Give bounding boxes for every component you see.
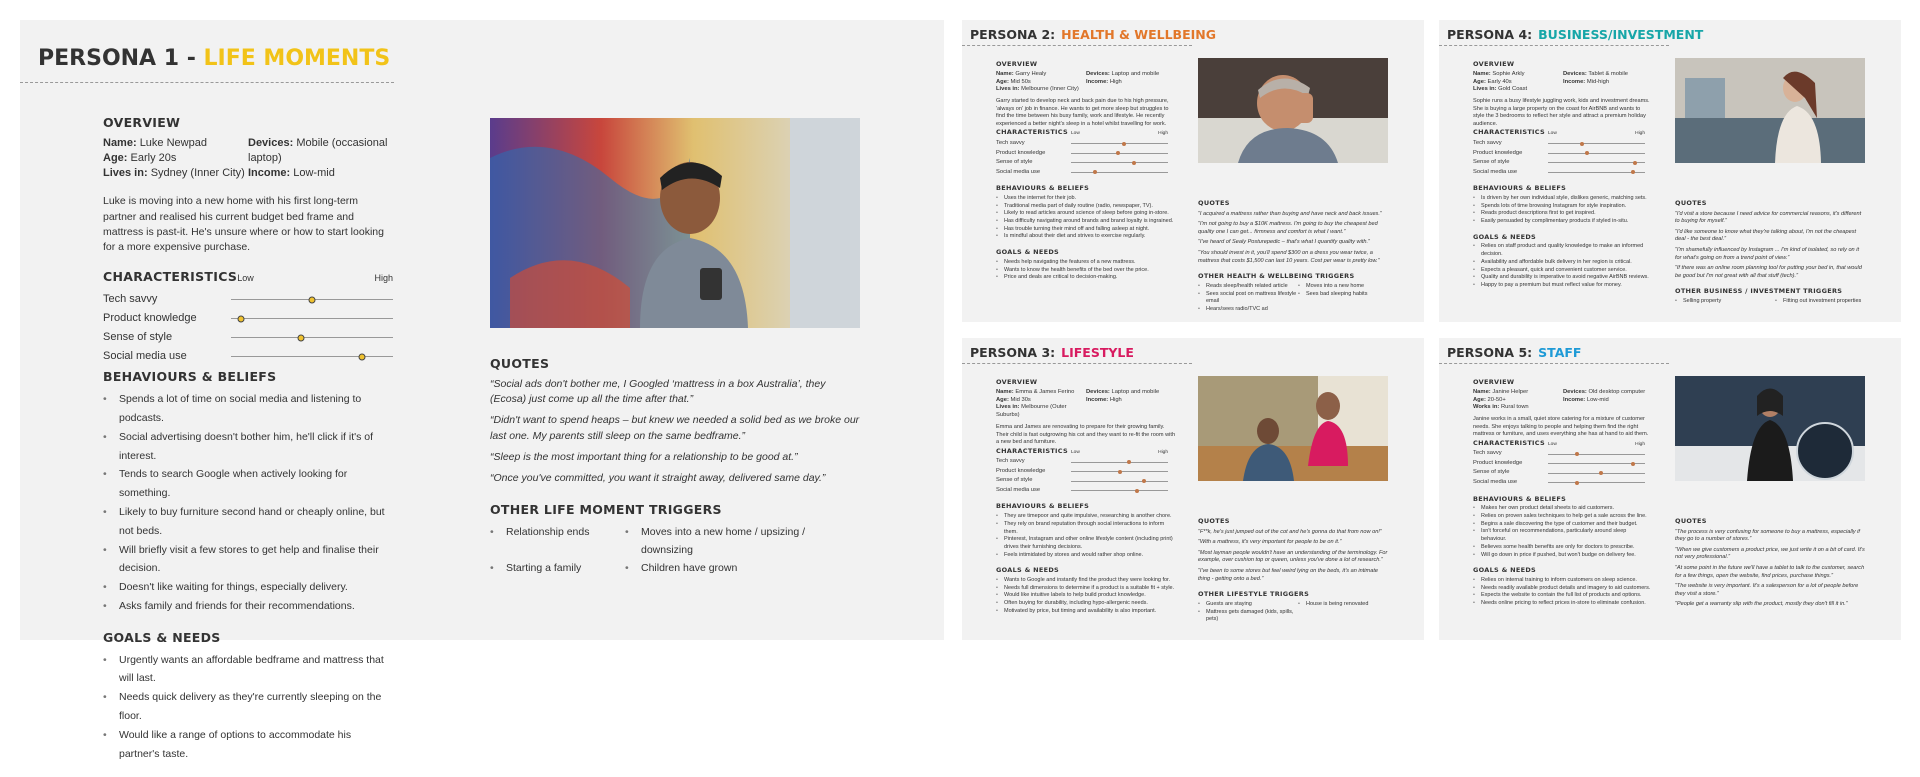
list-item: • Is mindful about their diet and strives to exercise regularly.	[996, 233, 1176, 241]
list-item: • Tends to search Google when actively looking for something.	[103, 465, 393, 503]
behaviours-list	[1473, 505, 1653, 559]
name-value: Sophie Arkly	[1492, 70, 1525, 77]
characteristic-marker	[1132, 161, 1136, 165]
list-item: • Needs help navigating the features of a new mattress.	[996, 259, 1176, 267]
p5-photo	[1675, 376, 1865, 481]
quote: “I'd visit a store because I need advice for commercial reasons, it's different to buying for myself.”	[1675, 210, 1862, 225]
income-value: High	[1109, 396, 1122, 403]
list-item: • Often buying for durability, including hypo-allergenic needs.	[996, 600, 1176, 608]
devices-value: Old desktop computer	[1588, 388, 1646, 395]
trigger-item: • Relationship ends	[490, 523, 625, 559]
quotes-heading: QUOTES	[1675, 199, 1707, 207]
low-label: Low	[1548, 131, 1557, 137]
characteristic-slider	[231, 356, 393, 357]
list-item: • Pinterest, Instagram and other online lifestyle content (including print) drives their furnishing decisions.	[996, 536, 1176, 551]
characteristic-slider	[1548, 172, 1645, 173]
name-value: Luke Newpad	[139, 136, 207, 149]
characteristic-slider	[1548, 143, 1645, 144]
goals-list	[996, 259, 1176, 282]
age-value: 20-50+	[1487, 396, 1506, 403]
characteristic-label: Sense of style	[996, 477, 1033, 484]
characteristic-label: Social media use	[996, 486, 1041, 493]
characteristic-row	[1473, 478, 1653, 488]
list-item: • Begins a sale discovering the type of customer and their budget.	[1473, 521, 1653, 529]
list-item: • Expects the website to contain the full list of products and options.	[1473, 592, 1653, 600]
quote: “I'm not going to buy a $10K mattress. I'm going to buy the cheapest bed quality one I can get... firmness and comfort is what I want.”	[1198, 221, 1378, 235]
characteristic-label: Product knowledge	[996, 149, 1046, 156]
overview-details: Name: Emma & James Ferino Age: Mid 30s Lives in: Melbourne (Outer Suburbs) Devices: Laptop and mobile Income: High	[996, 388, 1160, 419]
quote: “When we give customers a product price, we just write it on a bit of card. It's not very professional.”	[1675, 546, 1865, 561]
characteristic-row	[996, 467, 1176, 477]
triggers-heading: OTHER LIFESTYLE TRIGGERS	[1198, 590, 1310, 599]
characteristic-slider	[231, 337, 393, 338]
low-label: Low	[1071, 131, 1080, 137]
behaviours-list	[1473, 195, 1653, 226]
overview-heading: OVERVIEW	[996, 60, 1038, 68]
characteristic-label: Product knowledge	[996, 467, 1046, 474]
characteristic-label: Sense of style	[103, 331, 173, 344]
age-value: Mid 50s	[1010, 78, 1031, 85]
p2-accent-title: HEALTH & WELLBEING	[1061, 27, 1216, 42]
high-label: High	[374, 273, 393, 284]
persona-1-card	[20, 20, 944, 760]
quotes-heading: QUOTES	[1198, 517, 1230, 525]
persona-2-card	[962, 20, 1424, 322]
characteristics-section	[1473, 128, 1653, 177]
characteristic-slider	[1071, 143, 1168, 144]
characteristic-row	[103, 290, 393, 309]
overview-details: Name: Luke Newpad Age: Early 20s Lives in: Sydney (Inner City) Devices: Mobile (occasional laptop) Income: Low-mid	[103, 136, 388, 179]
title-divider	[1439, 45, 1669, 46]
low-label: Low	[1071, 449, 1080, 455]
p5-right-column	[1675, 517, 1865, 616]
characteristic-marker	[1118, 470, 1122, 474]
characteristic-slider	[1071, 490, 1168, 491]
quotes-heading: QUOTES	[1198, 199, 1230, 207]
trigger-item: • Moves into a new home	[1298, 283, 1388, 291]
quote: “Once you've committed, you want it straight away, delivered same day.”	[490, 472, 826, 485]
lives-value: Melbourne (Outer Suburbs)	[996, 404, 1067, 419]
list-item: • Would like a range of options to accommodate his partner's taste.	[103, 726, 393, 764]
devices-value: Laptop and mobile	[1111, 70, 1160, 77]
characteristic-slider	[231, 318, 393, 319]
characteristics-heading: CHARACTERISTICS	[996, 446, 1068, 455]
characteristic-label: Social media use	[996, 168, 1041, 175]
characteristic-row	[996, 139, 1176, 149]
quote: “If there was an online room planning tool for putting your bed in, that would be good but I'm not great with all that stuff (tech).”	[1675, 265, 1862, 279]
characteristic-slider	[1548, 473, 1645, 474]
characteristic-slider	[1071, 462, 1168, 463]
behaviours-list	[103, 390, 393, 616]
triggers-list	[1675, 298, 1865, 306]
list-item: • Wants to know the health benefits of the bed over the price.	[996, 267, 1176, 275]
p2-title: PERSONA 2: HEALTH & WELLBEING	[970, 27, 1216, 42]
overview-heading: OVERVIEW	[103, 115, 181, 130]
characteristics-heading: CHARACTERISTICS	[1473, 438, 1545, 447]
persona-1-title: PERSONA 1 - LIFE MOMENTS	[38, 46, 391, 71]
characteristic-marker	[1631, 462, 1635, 466]
p3-right-column	[1198, 517, 1388, 624]
characteristic-label: Tech savvy	[1473, 140, 1502, 146]
list-item: • Easily persuaded by complimentary products if styled in-situ.	[1473, 218, 1653, 226]
characteristic-slider	[1548, 454, 1645, 455]
goals-heading: GOALS & NEEDS	[103, 629, 221, 645]
p5-left-column	[1473, 378, 1653, 608]
characteristics-heading: CHARACTERISTICS	[996, 128, 1068, 137]
list-item: • Is driven by her own individual style, dislikes generic, matching sets.	[1473, 195, 1653, 203]
p3-left-column	[996, 378, 1176, 616]
goals-list	[1473, 243, 1653, 289]
characteristic-row	[103, 309, 393, 328]
trigger-item: • Selling property	[1675, 298, 1775, 306]
persona-1-accent-title: LIFE MOMENTS	[203, 46, 391, 71]
quote: “You should invest in it, you'll spend $300 on a dress you wear twice, a mattress that costs $1,500 can last 10 years. Cost per wear is pretty low.”	[1198, 249, 1380, 264]
trigger-item: • Children have grown	[625, 559, 845, 577]
characteristic-row	[996, 486, 1176, 496]
p4-left-column	[1473, 60, 1653, 290]
list-item: • Spends a lot of time on social media and listening to podcasts.	[103, 390, 393, 428]
quote: “I acquired a mattress rather than buying and have neck and back issues.”	[1198, 210, 1382, 217]
income-value: Low-mid	[293, 166, 335, 179]
characteristic-label: Product knowledge	[1473, 149, 1523, 156]
behaviours-heading: BEHAVIOURS & BELIEFS	[996, 502, 1090, 511]
list-item: • Motivated by price, but timing and availability is also important.	[996, 608, 1176, 616]
characteristic-row	[1473, 168, 1653, 178]
overview-heading: OVERVIEW	[996, 378, 1038, 386]
income-value: Low-mid	[1586, 396, 1609, 403]
persona-description: Emma and James are renovating to prepare for their growing family. Their child is fast outgrowing his cot and they want to re-fit the room with a new bed and furniture.	[996, 424, 1176, 446]
characteristic-slider	[1071, 471, 1168, 472]
p3-photo	[1198, 376, 1388, 481]
characteristic-marker	[1580, 142, 1584, 146]
characteristic-marker	[237, 315, 244, 322]
characteristic-row	[996, 476, 1176, 486]
list-item: • Relies on staff product and quality knowledge to make an informed decision.	[1473, 243, 1653, 258]
age-value: Early 40s	[1487, 78, 1512, 85]
triggers-list	[1198, 601, 1388, 624]
overview-details: Name: Janine Helper Age: 20-50+ Works in: Rural town Devices: Old desktop computer Income: Low-mid	[1473, 388, 1646, 411]
list-item: • Relies on internal training to inform customers on sleep science.	[1473, 577, 1653, 585]
characteristic-row	[996, 158, 1176, 168]
list-item: • Will briefly visit a few stores to get help and finalise their decision.	[103, 541, 393, 579]
list-item: • Makes her own product detail sheets to aid customers.	[1473, 505, 1653, 513]
characteristic-row	[103, 328, 393, 347]
list-item: • Reads product descriptions first to get inspired.	[1473, 210, 1653, 218]
high-label: High	[1158, 131, 1168, 137]
trigger-item: • Hears/sees radio/TVC ad	[1198, 306, 1298, 314]
persona-description: Garry started to develop neck and back pain due to his high pressure, 'always on' job in finance. He wants to get more sleep but struggles to find the time between his busy family, work and lifestyle. He recently experienced a better night's sleep in a hotel whilst travelling for work.	[996, 98, 1169, 127]
characteristic-marker	[1122, 142, 1126, 146]
list-item: • Needs readily available product details and imagery to aid customers.	[1473, 585, 1653, 593]
characteristic-label: Sense of style	[996, 159, 1033, 165]
characteristic-slider	[1548, 482, 1645, 483]
trigger-item: • Sees social post on mattress lifestyle email	[1198, 291, 1298, 306]
characteristic-marker	[359, 353, 366, 360]
characteristic-row	[1473, 469, 1653, 479]
lives-value: Melbourne (Inner City)	[1021, 86, 1079, 93]
age-value: Early 20s	[130, 151, 177, 164]
title-divider	[1439, 363, 1669, 364]
characteristic-marker	[308, 296, 315, 303]
list-item: • Doesn't like waiting for things, especially delivery.	[103, 578, 393, 597]
characteristics-section	[996, 128, 1176, 177]
lives-value: Rural town	[1500, 404, 1529, 411]
quote: “At some point in the future we'll have a tablet to talk to the customer, search for a few things, open the website, find prices, purchase things.”	[1675, 564, 1865, 579]
characteristic-marker	[1135, 489, 1139, 493]
income-value: Mid-high	[1586, 78, 1610, 85]
characteristic-label: Product knowledge	[103, 312, 197, 325]
list-item: • Urgently wants an affordable bedframe and mattress that will last.	[103, 651, 393, 689]
quote: “With a mattress, it's very important for people to be on it.”	[1198, 539, 1342, 546]
list-item: • They are timepoor and quite impulsive, researching is another chore.	[996, 513, 1176, 521]
characteristic-row	[103, 347, 393, 366]
persona-5-card	[1439, 338, 1901, 640]
characteristic-label: Product knowledge	[1473, 459, 1523, 466]
p4-photo	[1675, 58, 1865, 163]
quote: “People get a warranty slip with the product, mostly they don't fill it in.”	[1675, 601, 1848, 608]
triggers-heading: OTHER BUSINESS / INVESTMENT TRIGGERS	[1675, 287, 1843, 296]
goals-list	[103, 651, 393, 764]
characteristic-marker	[1116, 151, 1120, 155]
trigger-item: • House is being renovated	[1298, 601, 1388, 609]
title-divider	[20, 82, 394, 83]
list-item: • Needs online pricing to reflect prices in-store to eliminate confusion.	[1473, 600, 1653, 608]
overview-details: Name: Garry Healy Age: Mid 50s Lives in: Melbourne (Inner City) Devices: Laptop and mobile Income: High	[996, 70, 1160, 93]
list-item: • Wants to Google and instantly find the product they were looking for.	[996, 577, 1176, 585]
list-item: • Social advertising doesn't bother him, he'll click if it's of interest.	[103, 428, 393, 466]
characteristics-heading: CHARACTERISTICS	[103, 269, 238, 285]
characteristic-slider	[1071, 481, 1168, 482]
characteristic-marker	[1575, 452, 1579, 456]
quote: “I'd like someone to know what they're talking about, I'm not the cheapest deal - the best deal.”	[1675, 228, 1857, 243]
characteristic-label: Sense of style	[1473, 469, 1510, 476]
trigger-item: • Fitting out investment properties	[1775, 298, 1865, 306]
list-item: • Needs quick delivery as they're currently sleeping on the floor.	[103, 688, 393, 726]
list-item: • Traditional media part of daily routine (radio, newspaper, TV).	[996, 203, 1176, 211]
characteristic-label: Social media use	[103, 350, 187, 363]
list-item: • Asks family and friends for their recommendations.	[103, 597, 393, 616]
persona-description: Janine works in a small, quiet store catering for a mixture of customer needs. She enjoys talking to people and helping them find the right mattress or furniture, and uses everything she has at hand to aid them.	[1473, 416, 1649, 438]
devices-value: Tablet & mobile	[1588, 70, 1629, 77]
quote: “Most layman people wouldn't have an understanding of the terminology. For example, over cushion top or queen, unless you've done a lot of research.”	[1198, 549, 1388, 564]
list-item: • Believes some health benefits are only for doctors to prescribe.	[1473, 544, 1653, 552]
p4-right-column	[1675, 199, 1865, 306]
income-value: High	[1109, 78, 1122, 85]
persona-1-right-column	[490, 356, 860, 591]
trigger-item: • Mattress gets damaged (kids, spills, pets)	[1198, 609, 1298, 624]
characteristic-label: Tech savvy	[1473, 450, 1502, 457]
triggers-list	[490, 523, 860, 577]
persona-1-photo	[490, 118, 860, 328]
triggers-heading: OTHER LIFE MOMENT TRIGGERS	[490, 502, 722, 518]
characteristic-row	[1473, 459, 1653, 469]
characteristics-section	[103, 269, 393, 369]
list-item: • Isn't forceful on recommendations, particularly around sleep behaviour.	[1473, 528, 1653, 543]
list-item: • Likely to buy furniture second hand or cheaply online, but not beds.	[103, 503, 393, 541]
characteristic-row	[1473, 139, 1653, 149]
p5-accent-title: STAFF	[1538, 345, 1582, 360]
p3-title: PERSONA 3: LIFESTYLE	[970, 345, 1134, 360]
name-value: Janine Helper	[1492, 388, 1529, 395]
behaviours-list	[996, 195, 1176, 241]
title-divider	[962, 363, 1192, 364]
list-item: • Happy to pay a premium but must reflect value for money.	[1473, 282, 1653, 290]
trigger-item: • Moves into a new home / upsizing / downsizing	[625, 523, 845, 559]
characteristic-label: Tech savvy	[103, 293, 158, 306]
list-item: • Has difficulty navigating around brands and brand loyalty is ingrained.	[996, 218, 1176, 226]
devices-value: Laptop and mobile	[1111, 388, 1160, 395]
lives-value: Sydney (Inner City)	[150, 166, 245, 179]
high-label: High	[1158, 449, 1168, 455]
characteristic-slider	[1071, 153, 1168, 154]
characteristic-row	[1473, 149, 1653, 159]
low-label: Low	[237, 273, 254, 284]
quote: “The website is very important. It's a salesperson for a lot of people before they visit a store.”	[1675, 583, 1859, 597]
behaviours-heading: BEHAVIOURS & BELIEFS	[1473, 184, 1567, 193]
characteristic-row	[996, 149, 1176, 159]
quote: “The process is very confusing for someone to buy a mattress, especially if they go to a number of stores.”	[1675, 528, 1860, 543]
list-item: • Spends lots of time browsing Instagram for style inspiration.	[1473, 203, 1653, 211]
name-value: Garry Healy	[1015, 70, 1047, 77]
overview-heading: OVERVIEW	[1473, 60, 1515, 68]
p3-accent-title: LIFESTYLE	[1061, 345, 1134, 360]
characteristic-marker	[1575, 481, 1579, 485]
list-item: • Quality and durability is imperative to avoid negative AirBNB reviews.	[1473, 274, 1653, 282]
persona-1-left-column	[103, 115, 393, 777]
trigger-item: • Sees bad sleeping habits	[1298, 291, 1388, 306]
goals-heading: GOALS & NEEDS	[1473, 232, 1537, 241]
goals-list	[996, 577, 1176, 615]
characteristic-marker	[1599, 471, 1603, 475]
triggers-heading: OTHER HEALTH & WELLBEING TRIGGERS	[1198, 272, 1355, 281]
characteristics-heading: CHARACTERISTICS	[1473, 128, 1545, 137]
characteristic-marker	[1631, 170, 1635, 174]
quote: “Didn't want to spend heaps – but knew we needed a solid bed as we broke our last one. My parents still sleep on the same bedframe.”	[490, 414, 860, 442]
list-item: • Likely to read articles around science of sleep before going in-store.	[996, 210, 1176, 218]
characteristic-row	[996, 168, 1176, 178]
behaviours-list	[996, 513, 1176, 559]
devices-value: Mobile (occasional laptop)	[248, 136, 388, 164]
characteristic-marker	[1585, 151, 1589, 155]
characteristic-slider	[1548, 153, 1645, 154]
characteristic-marker	[297, 334, 304, 341]
list-item: • Needs full dimensions to determine if a product is a suitable fit + style.	[996, 585, 1176, 593]
quote: “Sleep is the most important thing for a relationship to be good at.”	[490, 450, 798, 463]
p5-title: PERSONA 5: STAFF	[1447, 345, 1582, 360]
behaviours-heading: BEHAVIOURS & BELIEFS	[996, 184, 1090, 193]
characteristic-label: Social media use	[1473, 478, 1518, 485]
list-item: • Uses the internet for their job.	[996, 195, 1176, 203]
characteristic-marker	[1142, 479, 1146, 483]
p4-title: PERSONA 4: BUSINESS/INVESTMENT	[1447, 27, 1704, 42]
triggers-list	[1198, 283, 1388, 314]
overview-heading: OVERVIEW	[1473, 378, 1515, 386]
characteristic-marker	[1093, 170, 1097, 174]
characteristic-label: Tech savvy	[996, 140, 1025, 146]
list-item: • Feels intimidated by stores and would rather shop online.	[996, 552, 1176, 560]
title-divider	[962, 45, 1192, 46]
quote: “Social ads don't bother me, I Googled ‘mattress in a box Australia’, they (Ecosa) just come up all the time after that.”	[490, 378, 826, 406]
high-label: High	[1635, 131, 1645, 137]
list-item: • Expects a pleasant, quick and convenient customer service.	[1473, 267, 1653, 275]
characteristic-marker	[1633, 161, 1637, 165]
list-item: • Will go down in price if pushed, but won't budge on delivery fee.	[1473, 552, 1653, 560]
characteristics-section	[1473, 439, 1653, 488]
name-value: Emma & James Ferino	[1015, 388, 1075, 395]
low-label: Low	[1548, 441, 1557, 447]
lives-value: Gold Coast	[1498, 86, 1528, 93]
quote: “I'm shamefully influenced by Instagram ... I'm kind of isolated, so rely on it for what's going on from a trend point of view.”	[1675, 246, 1860, 261]
overview-details: Name: Sophie Arkly Age: Early 40s Lives in: Gold Coast Devices: Tablet & mobile Income: Mid-high	[1473, 70, 1629, 93]
characteristic-slider	[231, 299, 393, 300]
persona-3-card	[962, 338, 1424, 640]
persona-4-card	[1439, 20, 1901, 322]
list-item: • Would like intuitive labels to help build product knowledge.	[996, 592, 1176, 600]
quote: “I've been to some stores but feel weird lying on the beds, it's an intimate thing - getting onto a bed.”	[1198, 567, 1378, 582]
persona-description: Sophie runs a busy lifestyle juggling work, kids and investment dreams. She is buying a large property on the coast for AirBNB and wants to style the 3 bedrooms to reflect her style and attract a premium holiday audience.	[1473, 98, 1650, 127]
trigger-item: • Guests are staying	[1198, 601, 1298, 609]
characteristic-marker	[1127, 460, 1131, 464]
quote: “I've heard of Sealy Posturepedic – that's what I quantify quality with.”	[1198, 239, 1370, 246]
p2-left-column	[996, 60, 1176, 282]
trigger-item: • Reads sleep/health related article	[1198, 283, 1298, 291]
characteristic-slider	[1071, 172, 1168, 173]
characteristic-slider	[1548, 463, 1645, 464]
list-item: • Price and deals are critical to decision-making.	[996, 274, 1176, 282]
goals-list	[1473, 577, 1653, 608]
p2-right-column	[1198, 199, 1388, 314]
quotes-heading: QUOTES	[490, 356, 550, 371]
characteristic-slider	[1071, 162, 1168, 163]
list-item: • Relies on proven sales techniques to help get a sale across the line.	[1473, 513, 1653, 521]
characteristic-row	[1473, 158, 1653, 168]
characteristic-label: Tech savvy	[996, 458, 1025, 465]
age-value: Mid 30s	[1010, 396, 1031, 403]
behaviours-heading: BEHAVIOURS & BELIEFS	[103, 369, 277, 385]
characteristic-row	[1473, 450, 1653, 460]
goals-heading: GOALS & NEEDS	[1473, 566, 1537, 575]
list-item: • Has trouble turning their mind off and falling asleep at night.	[996, 226, 1176, 234]
characteristic-row	[996, 457, 1176, 467]
characteristics-section	[996, 447, 1176, 496]
trigger-item: • Starting a family	[490, 559, 625, 577]
quote: “F**k, he's just jumped out of the cot and he's gonna do that from now on!”	[1198, 528, 1382, 535]
behaviours-heading: BEHAVIOURS & BELIEFS	[1473, 494, 1567, 503]
quotes-heading: QUOTES	[1675, 517, 1707, 525]
high-label: High	[1635, 441, 1645, 447]
characteristic-slider	[1548, 162, 1645, 163]
goals-heading: GOALS & NEEDS	[996, 248, 1060, 257]
characteristic-label: Social media use	[1473, 168, 1518, 175]
p4-accent-title: BUSINESS/INVESTMENT	[1538, 27, 1704, 42]
characteristic-label: Sense of style	[1473, 159, 1510, 165]
list-item: • Availability and affordable bulk delivery in her region is critical.	[1473, 259, 1653, 267]
list-item: • They rely on brand reputation through social interactions to inform them.	[996, 521, 1176, 536]
persona-description: Luke is moving into a new home with his first long-term partner and realised his current budget bed frame and mattress is past-it. He's unsure where or how to start looking for a more expensive purchase.	[103, 195, 384, 254]
goals-heading: GOALS & NEEDS	[996, 566, 1060, 575]
p2-photo	[1198, 58, 1388, 163]
